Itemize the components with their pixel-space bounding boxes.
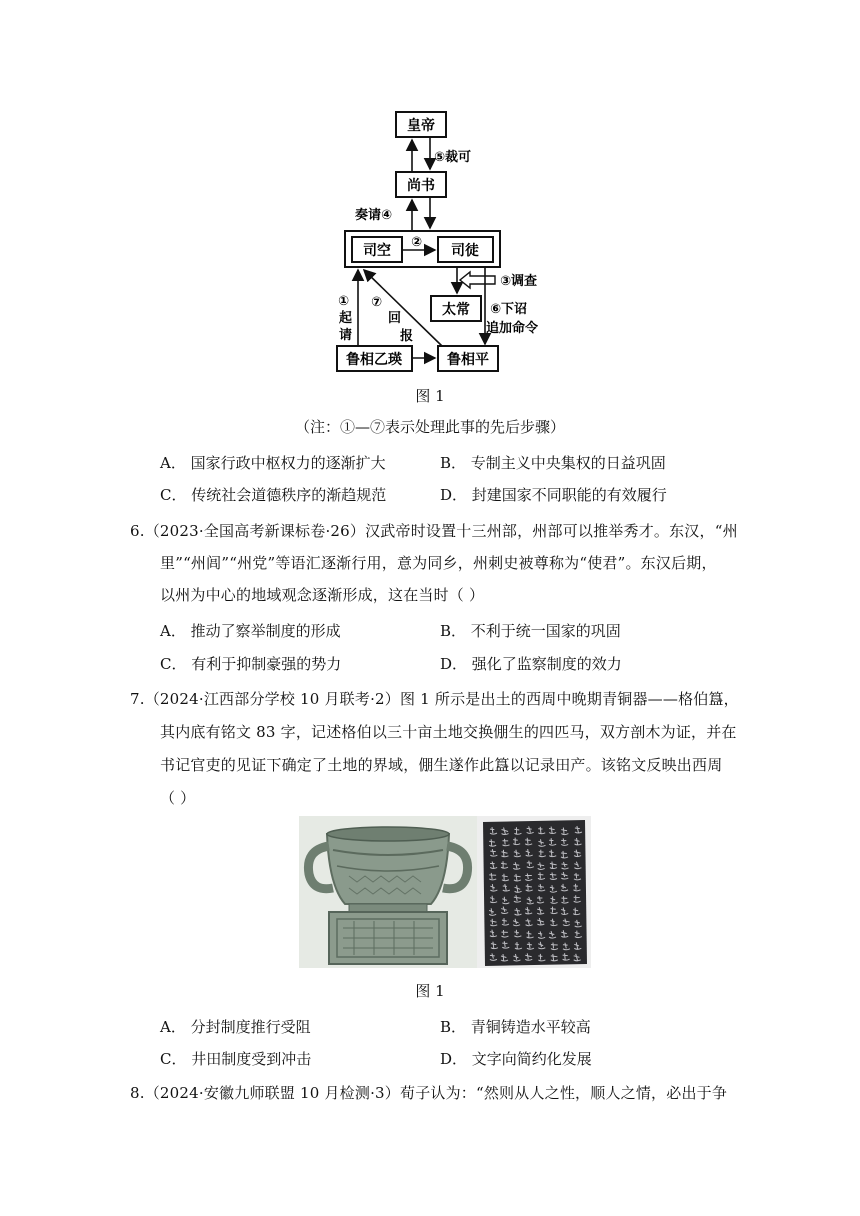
box-situ-label: 司徒 [451, 243, 479, 259]
figure-caption-2: 图 1 [415, 982, 445, 1000]
q6-stem-line1: 6.（2023·全国高考新课标卷·26）汉武帝时设置十三州部，州部可以推举秀才。东汉，“州 [130, 522, 738, 540]
q7-stem-line1: 7.（2024·江西部分学校 10 月联考·2）图 1 所示是出土的西周中晚期青铜器——格伯簋， [130, 690, 739, 708]
box-lu-ping-label: 鲁相平 [447, 352, 489, 368]
q7-option-d[interactable]: D． 文字向简约化发展 [440, 1050, 592, 1068]
box-shangshu-label: 尚书 [407, 178, 435, 194]
q5-option-c[interactable]: C． 传统社会道德秩序的渐趋规范 [160, 486, 387, 504]
label-step1-num: ① [338, 294, 350, 309]
figure-note: （注：①—⑦表示处理此事的先后步骤） [294, 418, 565, 436]
q6-option-b[interactable]: B． 不利于统一国家的巩固 [440, 622, 621, 640]
q7-stem-line3: 书记官吏的见证下确定了土地的界域，倗生遂作此簋以记录田产。该铭文反映出西周 [160, 756, 723, 774]
label-step1-a: 起 [339, 311, 353, 326]
label-step7-a: 回 [388, 311, 402, 326]
label-step6b: 追加命令 [486, 321, 539, 336]
label-step7-num: ⑦ [371, 295, 383, 310]
box-lu-yi-label: 鲁相乙瑛 [346, 352, 402, 368]
figure-caption-1: 图 1 [415, 387, 445, 405]
flowchart-diagram [330, 100, 560, 375]
q5-option-d[interactable]: D． 封建国家不同职能的有效履行 [440, 486, 667, 504]
box-taichang-label: 太常 [442, 302, 470, 318]
label-step5: ⑤裁可 [434, 150, 472, 165]
box-sikong-label: 司空 [363, 243, 391, 259]
q6-stem-line2: 里”“州闾”“州党”等语汇逐渐行用，意为同乡，州刺史被尊称为“使君”。东汉后期， [160, 554, 717, 572]
inscription-rubbing-image [477, 816, 591, 968]
q5-option-a[interactable]: A． 国家行政中枢权力的逐渐扩大 [160, 454, 386, 472]
label-step3: ③调查 [500, 274, 538, 289]
q6-option-a[interactable]: A． 推动了察举制度的形成 [160, 622, 341, 640]
q6-option-d[interactable]: D． 强化了监察制度的效力 [440, 655, 622, 673]
box-emperor-label: 皇帝 [407, 118, 435, 134]
label-step6a: ⑥下诏 [490, 302, 528, 317]
q7-stem-line4: （ ） [160, 789, 196, 807]
q7-option-b[interactable]: B． 青铜铸造水平较高 [440, 1018, 591, 1036]
q6-stem-line3: 以州为中心的地域观念逐渐形成，这在当时（ ） [160, 586, 485, 604]
q6-option-c[interactable]: C． 有利于抑制豪强的势力 [160, 655, 342, 673]
q8-stem-line1: 8.（2024·安徽九师联盟 10 月检测·3）荀子认为：“然则从人之性，顺人之情，必出于争 [130, 1084, 728, 1102]
q7-stem-line2: 其内底有铭文 83 字，记述格伯以三十亩土地交换倗生的四匹马，双方剖木为证，并在 [160, 723, 737, 741]
label-step7-b: 报 [400, 329, 414, 344]
q5-option-b[interactable]: B． 专制主义中央集权的日益巩固 [440, 454, 666, 472]
q7-option-c[interactable]: C． 井田制度受到冲击 [160, 1050, 312, 1068]
q7-option-a[interactable]: A． 分封制度推行受阻 [160, 1018, 311, 1036]
label-step2: ② [411, 235, 423, 250]
label-step1-b: 请 [339, 328, 353, 343]
bronze-gui-vessel-image [299, 816, 477, 968]
label-step4: 奏请④ [355, 208, 393, 223]
